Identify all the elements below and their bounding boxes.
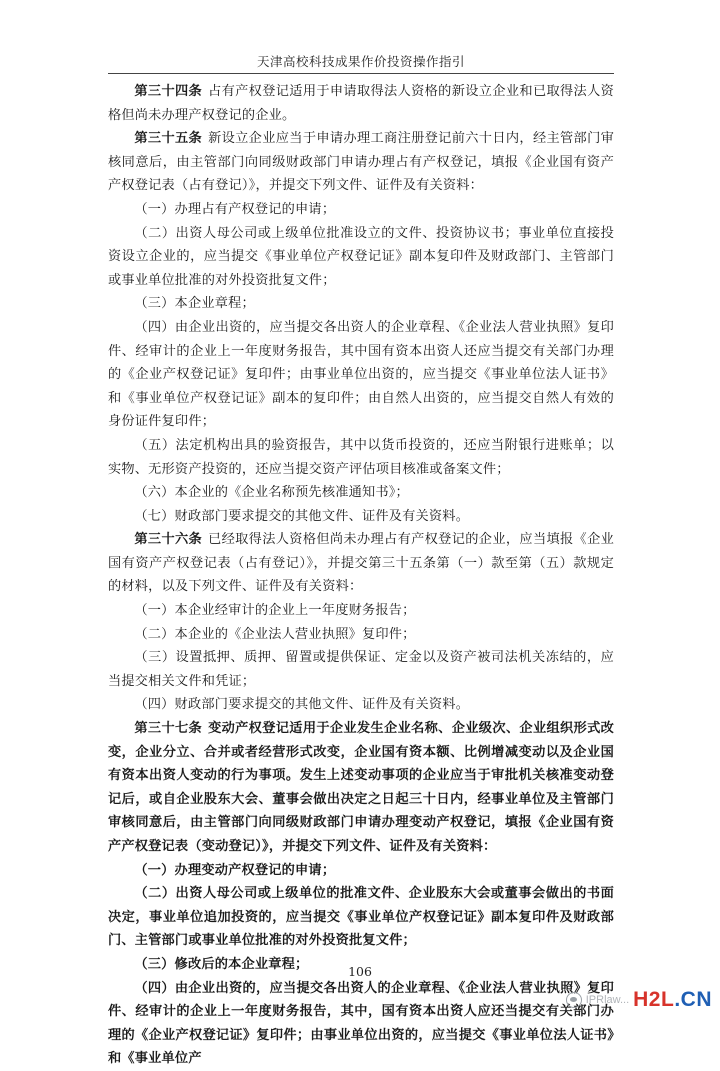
header-rule [108, 73, 614, 74]
list-item [108, 623, 614, 647]
paragraph-text: （四）由企业出资的，应当提交各出资人的企业章程、《企业法人营业执照》复印件、经审计的企业上一年度财务报告，其中，国有资本出资人应还当提交有关部门办理的《企业产权登记证》复印件；由事业单位出资的，应当提交《事业单位法人证书》和《事业单位产 [108, 980, 614, 1067]
paragraph-text: （三）本企业章程； [134, 296, 255, 312]
list-item [108, 434, 614, 481]
paragraph-text: （五）法定机构出具的验资报告，其中以货币投资的，还应当附银行进账单；以实物、无形资产投资的，还应当提交资产评估项目核准或备案文件； [108, 437, 614, 477]
paragraph-text: 新设立企业应当于申请办理工商注册登记前六十日内，经主管部门审核同意后，由主管部门向同级财政部门申请办理占有产权登记，填报《企业国有资产产权登记表（占有登记）》，并提交下列文件、证件及有关资料： [108, 131, 615, 194]
list-item [108, 882, 614, 953]
running-header: 天津高校科技成果作价投资操作指引 [256, 54, 465, 69]
list-item [108, 599, 614, 623]
article-paragraph [108, 80, 614, 127]
paragraph-text: （七）财政部门要求提交的其他文件、证件及有关资料。 [134, 508, 470, 524]
list-item [108, 977, 614, 1071]
article-number: 第三十五条 [134, 131, 203, 147]
list-item [108, 693, 614, 717]
list-item [108, 646, 614, 693]
paragraph-text: （二）出资人母公司或上级单位批准设立的文件、投资协议书；事业单位直接投资设立企业的，应当提交《事业单位产权登记证》副本复印件及财政部门、主管部门或事业单位批准的对外投资批复文件； [108, 225, 614, 288]
paragraph-text: （一）办理占有产权登记的申请； [134, 201, 336, 217]
paragraph-text: （四）财政部门要求提交的其他文件、证件及有关资料。 [134, 697, 470, 713]
article-number: 第三十六条 [134, 532, 203, 548]
paragraph-text: （三）修改后的本企业章程； [134, 956, 309, 972]
paragraph-text: 占有产权登记适用于申请取得法人资格的新设立企业和已取得法人资格但尚未办理产权登记的企业。 [108, 84, 615, 123]
paragraph-text: （六）本企业的《企业名称预先核准通知书》； [134, 485, 409, 501]
page-number: 106 [348, 964, 372, 979]
article-paragraph [108, 127, 614, 198]
article-number: 第三十七条 [134, 721, 203, 737]
list-item [108, 505, 614, 529]
paragraph-text: （二）本企业的《企业法人营业执照》复印件； [134, 626, 416, 642]
logo-h2l: H2L [633, 988, 675, 1011]
document-body [108, 80, 614, 1071]
paragraph-text: 已经取得法人资格但尚未办理占有产权登记的企业，应当填报《企业国有资产产权登记表（占有登记）》，并提交第三十五条第（一）款至第（五）款规定的材料，以及下列文件、证件及有关资料： [108, 532, 615, 595]
paragraph-text: （二）出资人母公司或上级单位的批准文件、企业股东大会或董事会做出的书面决定，事业单位追加投资的，应当提交《事业单位产权登记证》副本复印件及财政部门、主管部门或事业单位批准的对外投资批复文件； [108, 886, 614, 949]
article-paragraph [108, 528, 614, 599]
list-item [108, 292, 614, 316]
wechat-icon [566, 992, 582, 1008]
paragraph-text: （三）设置抵押、质押、留置或提供保证、定金以及资产被司法机关冻结的，应当提交相关文件和凭证； [108, 650, 614, 689]
list-item [108, 859, 614, 883]
article-paragraph [108, 717, 614, 859]
logo-cn: .CN [674, 988, 712, 1011]
paragraph-text: 变动产权登记适用于企业发生企业名称、企业级次、企业组织形式改变，企业分立、合并或者经营形式改变，企业国有资本额、比例增减变动以及企业国有资本出资人变动的行为事项。发生上述变动事项的企业应当于审批机关核准变动登记后，或自企业股东大会、董事会做出决定之日起三十日内，经事业单位及主管部门审核同意后，由主管部门向同级财政部门申请办理变动产权登记，填报《企业国有资产产权登记表（变动登记）》，并提交下列文件、证件及有关资料： [108, 721, 615, 854]
list-item [108, 198, 614, 222]
site-logo [633, 989, 712, 1010]
watermark [566, 989, 712, 1010]
list-item [108, 481, 614, 505]
paragraph-text: （一）本企业经审计的企业上一年度财务报告； [134, 603, 416, 619]
paragraph-text: （一）办理变动产权登记的申请； [134, 862, 336, 878]
list-item [108, 316, 614, 434]
paragraph-text: （四）由企业出资的，应当提交各出资人的企业章程、《企业法人营业执照》复印件、经审计的企业上一年度财务报告，其中国有资本出资人还应当提交有关部门办理的《企业产权登记证》复印件；由事业单位出资的，应当提交《事业单位法人证书》和《事业单位产权登记证》副本的复印件；由自然人出资的，应当提交自然人有效的身份证件复印件； [108, 319, 614, 430]
watermark-small-text: IPRlaw... [585, 993, 630, 1006]
article-number: 第三十四条 [134, 84, 203, 99]
list-item [108, 222, 614, 293]
